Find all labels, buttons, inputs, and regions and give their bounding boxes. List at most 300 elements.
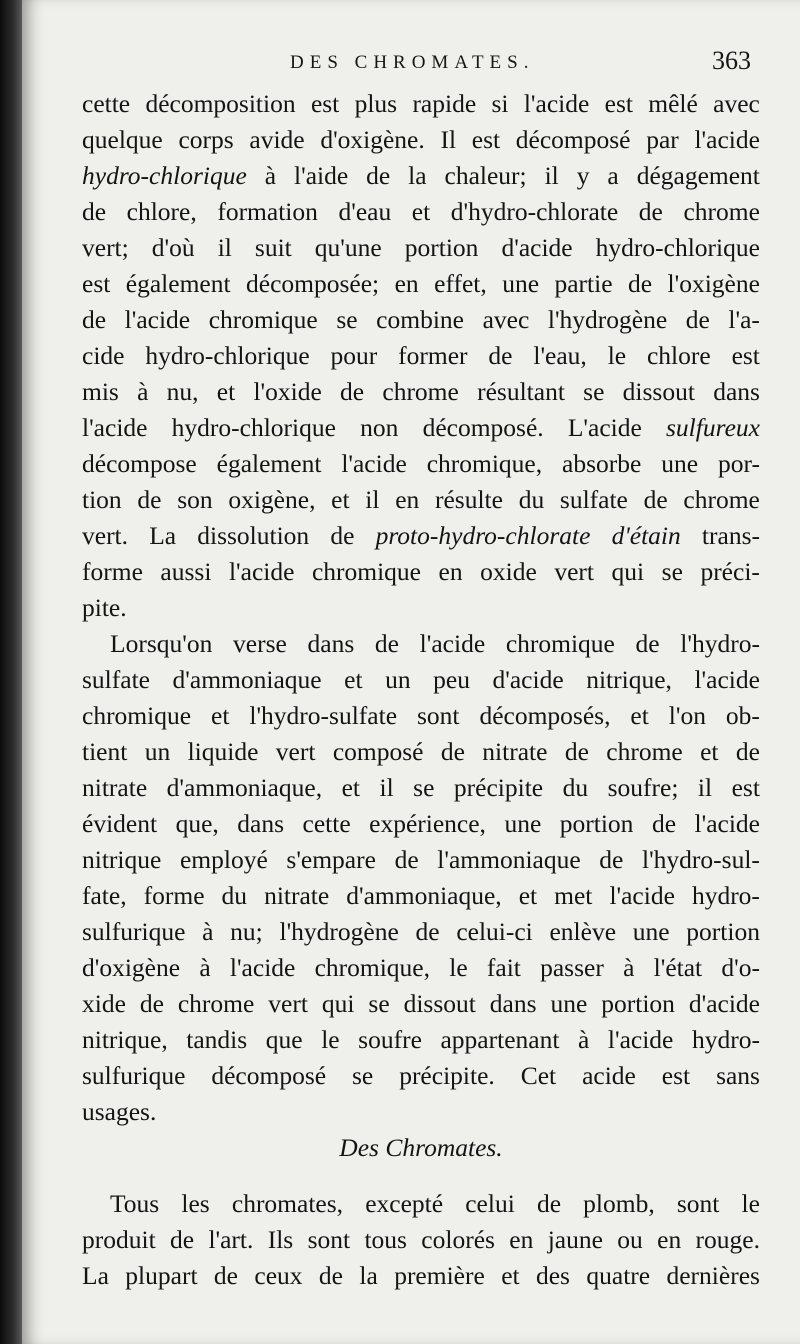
word: de: [599, 845, 624, 874]
word: quelque: [82, 125, 163, 154]
word: à: [623, 953, 635, 982]
word: Lorsqu'on: [110, 629, 213, 658]
word: tient: [82, 737, 128, 766]
word: d'ammoniaque,: [346, 881, 502, 910]
text-line: [82, 302, 760, 338]
word: chromates,: [231, 1189, 344, 1218]
word: dans: [237, 809, 285, 838]
word: chromique: [82, 701, 192, 730]
word: du: [518, 485, 545, 514]
word: chrome: [683, 485, 760, 514]
word: chaleur;: [444, 161, 527, 190]
word: avide: [249, 125, 305, 154]
word: proto-hydro-chlorate: [375, 521, 591, 550]
word: d'eau: [338, 197, 392, 226]
word: nitrate: [82, 773, 148, 802]
word: jaune: [547, 1225, 603, 1254]
word: partie: [554, 269, 613, 298]
word: former: [398, 341, 468, 370]
word: il: [217, 233, 232, 262]
heading-spacing: [82, 1166, 760, 1186]
word: ceux: [254, 1261, 303, 1290]
word: cide: [82, 341, 125, 370]
word: l'acide: [694, 665, 760, 694]
word: l'acide: [523, 89, 590, 118]
word: décomposé: [211, 1061, 327, 1090]
word: verse: [233, 629, 287, 658]
word: chrome: [606, 737, 683, 766]
word: qu'une: [314, 233, 382, 262]
word: corps: [178, 125, 234, 154]
word: cette: [302, 809, 351, 838]
word: chromique: [505, 629, 615, 658]
word: de: [170, 1225, 195, 1254]
word: il: [544, 161, 559, 190]
word: que: [265, 1025, 303, 1054]
word: à: [199, 953, 211, 982]
word: forme: [143, 881, 205, 910]
word: il: [379, 773, 394, 802]
word: décompose: [82, 449, 197, 478]
word: de: [564, 737, 589, 766]
word: en: [394, 269, 419, 298]
word: produit: [82, 1225, 156, 1254]
text-line: [82, 374, 760, 410]
word: un: [144, 737, 171, 766]
word: chlore: [646, 341, 711, 370]
word: décomposée;: [246, 269, 380, 298]
word: de: [536, 1189, 562, 1218]
word: se: [336, 305, 358, 334]
text-line: [82, 338, 760, 374]
word: celui-ci: [456, 917, 533, 946]
word: des: [535, 1261, 570, 1290]
word: L'acide: [567, 413, 642, 442]
word: s'empare: [286, 845, 376, 874]
word: de: [213, 1261, 238, 1290]
word: nitrate: [482, 737, 548, 766]
word: précipite.: [399, 1061, 495, 1090]
word: nu;: [230, 917, 263, 946]
word: décomposés,: [479, 701, 611, 730]
word: hydro-: [691, 1025, 760, 1054]
word: employé: [179, 845, 268, 874]
word: l'eau,: [533, 341, 587, 370]
word: cette: [82, 89, 131, 118]
word: La: [82, 1261, 109, 1290]
word: à: [264, 161, 277, 190]
word: de: [635, 629, 660, 658]
text-line: [82, 266, 760, 302]
word: en: [509, 1225, 534, 1254]
word: dans: [713, 377, 760, 406]
word: portion: [404, 233, 479, 262]
word: Cet: [520, 1061, 557, 1090]
word: l'acide: [419, 629, 486, 658]
word: nitrate: [264, 881, 330, 910]
text-line: [82, 230, 760, 266]
word: de: [139, 989, 164, 1018]
word: une: [502, 269, 540, 298]
word: en: [657, 1225, 682, 1254]
word: les: [181, 1189, 210, 1218]
text-line: [82, 842, 760, 878]
word: à: [137, 377, 149, 406]
word: acide: [582, 1061, 636, 1090]
word: hydro-chlorique: [82, 161, 247, 190]
word: se: [583, 377, 605, 406]
word: et: [344, 665, 363, 694]
text-line: [82, 1258, 760, 1294]
word: y: [576, 161, 590, 190]
text-line: [82, 734, 760, 770]
text-line: [82, 626, 760, 662]
word: il: [697, 773, 713, 802]
word: l'hydrogène: [279, 917, 399, 946]
word: le: [321, 1025, 340, 1054]
word: l'acide: [694, 125, 760, 154]
word: d'acide: [492, 665, 564, 694]
word: forme: [82, 557, 143, 586]
paragraph-3: [82, 1186, 760, 1294]
text-line: [82, 698, 760, 734]
word: l'hydrogène: [547, 305, 668, 334]
word: l'acide: [82, 413, 148, 442]
text-line: [82, 1058, 760, 1094]
word: est: [471, 125, 501, 154]
word: mis: [82, 377, 119, 406]
word: le: [449, 953, 468, 982]
word: hydro-: [691, 881, 760, 910]
word: évident: [82, 809, 158, 838]
word: chromique,: [426, 449, 543, 478]
word: en: [438, 557, 463, 586]
text-line: [82, 590, 760, 626]
word: met: [554, 881, 593, 910]
word: décomposé: [515, 125, 631, 154]
word: usages.: [82, 1097, 157, 1126]
text-line: [82, 914, 760, 950]
word: absorbe: [562, 449, 642, 478]
word: hydro-chlorique: [145, 341, 310, 370]
word: de: [651, 809, 677, 838]
word: également: [216, 449, 322, 478]
word: le: [741, 1189, 760, 1218]
word: est: [310, 89, 340, 118]
word: en: [395, 485, 420, 514]
word: par: [646, 125, 679, 154]
word: d'étain: [611, 521, 681, 550]
word: de: [415, 917, 440, 946]
word: suit: [254, 233, 292, 262]
word: chromique: [311, 557, 422, 586]
word: a: [607, 161, 619, 190]
word: plus: [354, 89, 398, 118]
page-gutter-shadow: [0, 0, 22, 1344]
word: d'ammoniaque: [172, 665, 322, 694]
word: quatre: [586, 1261, 651, 1290]
word: du: [221, 881, 248, 910]
word: avec: [482, 305, 530, 334]
word: sont: [416, 701, 460, 730]
word: un: [385, 665, 411, 694]
text-line: [82, 518, 760, 554]
word: une: [504, 809, 542, 838]
word: dans: [489, 989, 537, 1018]
word: également: [125, 269, 231, 298]
text-line: [82, 158, 760, 194]
word: résulte: [434, 485, 503, 514]
word: chrome: [382, 377, 459, 406]
text-line: [82, 1022, 760, 1058]
word: de: [735, 737, 760, 766]
word: enlève: [549, 917, 617, 946]
word: et: [630, 701, 649, 730]
word: et: [411, 197, 431, 226]
word: l'on: [668, 701, 706, 730]
word: nitrique: [82, 845, 162, 874]
word: d'où: [151, 233, 195, 262]
word: dans: [307, 629, 355, 658]
word: de: [440, 737, 465, 766]
word: portion: [686, 917, 760, 946]
word: portion: [559, 809, 634, 838]
word: et: [341, 773, 360, 802]
word: plupart: [125, 1261, 198, 1290]
word: de: [82, 197, 107, 226]
word: l'acide: [694, 809, 760, 838]
text-line: [82, 1094, 760, 1130]
body-text: [82, 86, 760, 1294]
word: nitrique,: [82, 1025, 168, 1054]
word: por-: [717, 449, 760, 478]
word: vert;: [82, 233, 129, 262]
word: qui: [611, 557, 645, 586]
word: sulfurique: [82, 1061, 186, 1090]
word: vert: [268, 989, 308, 1018]
word: liquide: [187, 737, 259, 766]
paragraph-1: [82, 86, 760, 626]
word: et: [331, 485, 350, 514]
word: peu: [433, 665, 470, 694]
word: une: [661, 449, 699, 478]
word: dernières: [666, 1261, 760, 1290]
word: dissout: [403, 989, 476, 1018]
word: sans: [716, 1061, 760, 1090]
word: vert: [554, 557, 594, 586]
word: vert.: [82, 521, 129, 550]
word: l'ammoniaque: [437, 845, 581, 874]
word: de: [340, 377, 365, 406]
word: de: [137, 485, 162, 514]
word: sont: [307, 1225, 351, 1254]
word: celui: [465, 1189, 515, 1218]
word: d'o-: [721, 953, 760, 982]
word: de: [638, 197, 663, 226]
word: l'hydro-sulfate: [249, 701, 398, 730]
text-line: [82, 554, 760, 590]
word: composé: [332, 737, 424, 766]
word: de: [685, 305, 710, 334]
word: qui: [321, 989, 355, 1018]
word: hydro-chlorique: [595, 233, 760, 262]
word: résultant: [477, 377, 565, 406]
word: oxigène,: [228, 485, 316, 514]
word: d'oxigène.: [320, 125, 425, 154]
word: sulfureux: [666, 413, 760, 442]
word: et: [211, 701, 230, 730]
word: formation: [217, 197, 318, 226]
word: rouge.: [695, 1225, 760, 1254]
word: sulfurique: [82, 917, 186, 946]
text-line: [82, 1222, 760, 1258]
word: dissout: [622, 377, 695, 406]
word: est: [82, 269, 111, 298]
word: son: [177, 485, 213, 514]
word: d'hydro-chlorate: [450, 197, 619, 226]
word: il: [365, 485, 380, 514]
word: sulfate: [559, 485, 628, 514]
running-head: DES CHROMATES.: [290, 52, 535, 73]
word: l'acide: [229, 953, 296, 982]
text-line: [82, 662, 760, 698]
word: mêlé: [648, 89, 698, 118]
word: sont: [676, 1189, 720, 1218]
word: chrome: [177, 989, 255, 1018]
word: oxide: [480, 557, 537, 586]
word: et: [700, 737, 719, 766]
text-line: [82, 194, 760, 230]
word: colorés: [421, 1225, 495, 1254]
word: de: [374, 629, 399, 658]
word: sulfate: [82, 665, 150, 694]
word: l'acide: [124, 305, 191, 334]
word: ob-: [725, 701, 760, 730]
word: se: [368, 989, 390, 1018]
word: vert: [275, 737, 316, 766]
text-line: [82, 1186, 760, 1222]
page-number: 363: [712, 46, 751, 75]
text-line: [82, 986, 760, 1022]
word: de: [488, 341, 513, 370]
word: l'oxigène: [667, 269, 760, 298]
word: non: [360, 413, 399, 442]
word: Il: [440, 125, 457, 154]
word: avec: [713, 89, 760, 118]
word: à: [578, 1025, 590, 1054]
word: l'acide: [228, 557, 295, 586]
word: soufre: [358, 1025, 422, 1054]
word: si: [491, 89, 509, 118]
word: une: [632, 917, 670, 946]
word: dissolution: [197, 521, 310, 550]
word: de: [318, 1261, 343, 1290]
word: portion: [601, 989, 675, 1018]
text-line: [82, 770, 760, 806]
word: de: [643, 485, 668, 514]
word: La: [149, 521, 177, 550]
word: trans-: [701, 521, 760, 550]
word: première: [394, 1261, 485, 1290]
word: soufre;: [607, 773, 679, 802]
word: tion: [82, 485, 122, 514]
word: l'acide: [341, 449, 407, 478]
word: rapide: [412, 89, 477, 118]
word: dégagement: [636, 161, 760, 190]
word: excepté: [365, 1189, 444, 1218]
word: chromique: [208, 305, 318, 334]
word: aussi: [160, 557, 212, 586]
word: nitrique,: [586, 665, 672, 694]
word: l'art.: [208, 1225, 254, 1254]
word: pour: [330, 341, 378, 370]
word: préci-: [700, 557, 760, 586]
word: d'ammoniaque,: [166, 773, 323, 802]
word: l'hydro-sul-: [642, 845, 760, 874]
word: expérience,: [369, 809, 486, 838]
word: chromique,: [314, 953, 431, 982]
word: d'acide: [501, 233, 573, 262]
word: tandis: [186, 1025, 248, 1054]
word: précipite: [453, 773, 544, 802]
word: du: [562, 773, 589, 802]
word: de: [366, 161, 391, 190]
word: l'hydro-: [680, 629, 760, 658]
word: l'oxide: [253, 377, 322, 406]
word: le: [607, 341, 627, 370]
word: et: [518, 881, 538, 910]
word: passer: [540, 953, 604, 982]
word: la: [408, 161, 427, 190]
word: de: [628, 269, 653, 298]
word: chrome: [683, 197, 760, 226]
word: effet,: [434, 269, 487, 298]
text-line: [82, 446, 760, 482]
word: et: [501, 1261, 520, 1290]
word: de: [330, 521, 355, 550]
word: d'acide: [688, 989, 760, 1018]
word: plomb,: [583, 1189, 655, 1218]
word: xide: [82, 989, 126, 1018]
word: hydro-chlorique: [171, 413, 336, 442]
word: est: [731, 341, 760, 370]
section-heading: Des Chromates.: [339, 1133, 503, 1162]
word: de: [394, 845, 419, 874]
text-line: [82, 878, 760, 914]
word: la: [359, 1261, 378, 1290]
paragraph-2: [82, 626, 760, 1130]
word: l'a-: [728, 305, 760, 334]
word: Tous: [110, 1189, 160, 1218]
word: se: [413, 773, 435, 802]
word: fate,: [82, 881, 127, 910]
word: nu,: [166, 377, 199, 406]
word: l'acide: [607, 1025, 674, 1054]
text-line: [82, 950, 760, 986]
word: décomposition: [145, 89, 296, 118]
text-line: [82, 482, 760, 518]
word: que,: [175, 809, 219, 838]
word: se: [661, 557, 683, 586]
book-page: [22, 0, 800, 1344]
word: est: [731, 773, 760, 802]
word: Ils: [267, 1225, 294, 1254]
word: décomposé.: [422, 413, 544, 442]
word: appartenant: [440, 1025, 560, 1054]
word: l'état: [653, 953, 703, 982]
word: l'aide: [294, 161, 349, 190]
word: combine: [376, 305, 464, 334]
